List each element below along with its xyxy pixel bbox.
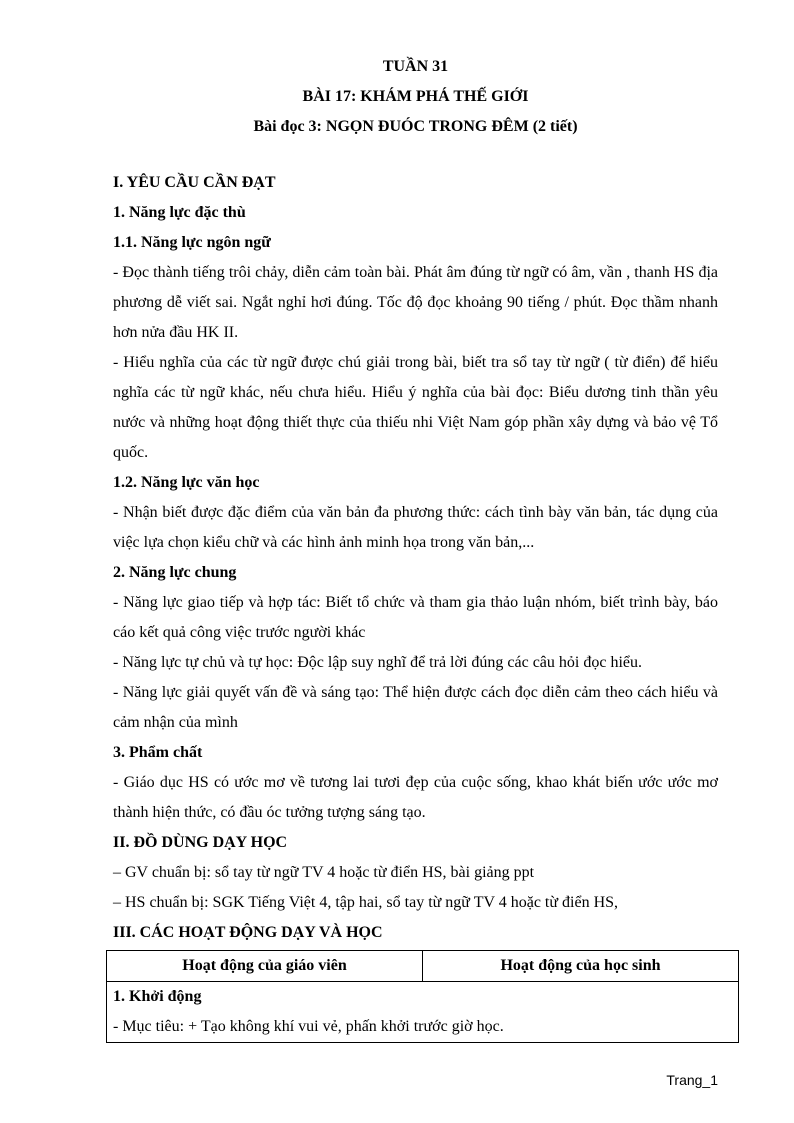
section-1-1-2-heading: 1.2. Năng lực văn học (113, 474, 260, 491)
student-column-header: Hoạt động của học sinh (423, 951, 739, 982)
spacer (113, 142, 718, 168)
activity-text: - Mục tiêu: + Tạo không khí vui vẻ, phấn khởi trước giờ học. (113, 1018, 504, 1035)
paragraph: - Giáo dục HS có ước mơ về tương lai tươi đẹp của cuộc sống, khao khát biến ước ước mơ thành hiện thức, có đầu óc tưởng tượng sáng tạo. (113, 774, 718, 821)
document-page (113, 52, 718, 1043)
activities-table (106, 950, 739, 1043)
paragraph: - Năng lực tự chủ và tự học: Độc lập suy nghĩ để trả lời đúng các câu hỏi đọc hiểu. (113, 654, 642, 671)
section-1-2-heading: 2. Năng lực chung (113, 564, 237, 581)
reading-title: Bài đọc 3: NGỌN ĐUÓC TRONG ĐÊM (2 tiết) (253, 118, 578, 135)
section-1-heading: I. YÊU CẦU CẦN ĐẠT (113, 174, 276, 191)
paragraph: - Năng lực giải quyết vấn đề và sáng tạo: Thể hiện được cách đọc diễn cảm theo cách hiểu và cảm nhận của mình (113, 684, 718, 731)
section-1-1-1-heading: 1.1. Năng lực ngôn ngữ (113, 234, 271, 251)
paragraph: - Đọc thành tiếng trôi chảy, diễn cảm toàn bài. Phát âm đúng từ ngữ có âm, vần , thanh HS địa phương dễ viết sai. Ngắt nghỉ hơi đúng. Tốc độ đọc khoảng 90 tiếng / phút. Đọc thầm nhanh hơn nửa đầu HK II. (113, 264, 718, 341)
section-1-1-heading: 1. Năng lực đặc thù (113, 204, 246, 221)
paragraph: - Năng lực giao tiếp và hợp tác: Biết tổ chức và tham gia thảo luận nhóm, biết trình bày, báo cáo kết quả công việc trước người khác (113, 594, 718, 641)
section-2-heading: II. ĐỒ DÙNG DẠY HỌC (113, 834, 288, 851)
activity-title: 1. Khởi động (113, 988, 202, 1005)
paragraph: – GV chuẩn bị: sổ tay từ ngữ TV 4 hoặc từ điển HS, bài giảng ppt (113, 864, 535, 881)
table-cell (107, 982, 739, 1043)
teacher-column-header: Hoạt động của giáo viên (107, 951, 423, 982)
section-3-heading: III. CÁC HOẠT ĐỘNG DẠY VÀ HỌC (113, 924, 383, 941)
week-title: TUẦN 31 (382, 58, 449, 75)
page-number: Trang_1 (666, 1072, 718, 1088)
table-row (107, 982, 739, 1043)
paragraph: - Nhận biết được đặc điểm của văn bản đa phương thức: cách tình bày văn bản, tác dụng của việc lựa chọn kiểu chữ và các hình ảnh minh họa trong văn bản,... (113, 504, 718, 551)
section-1-3-heading: 3. Phẩm chất (113, 744, 203, 761)
lesson-title: BÀI 17: KHÁM PHÁ THẾ GIỚI (302, 88, 529, 105)
paragraph: – HS chuẩn bị: SGK Tiếng Việt 4, tập hai, sổ tay từ ngữ TV 4 hoặc từ điển HS, (113, 894, 619, 911)
paragraph: - Hiểu nghĩa của các từ ngữ được chú giải trong bài, biết tra sổ tay từ ngữ ( từ điển) để hiểu nghĩa các từ ngữ khác, nếu chưa hiểu. Hiểu ý nghĩa của bài đọc: Biểu dương tinh thần yêu nước và những hoạt động thiết thực của thiếu nhi Việt Nam góp phần xây dựng và bảo vệ Tổ quốc. (113, 354, 718, 461)
table-header-row (107, 951, 739, 982)
